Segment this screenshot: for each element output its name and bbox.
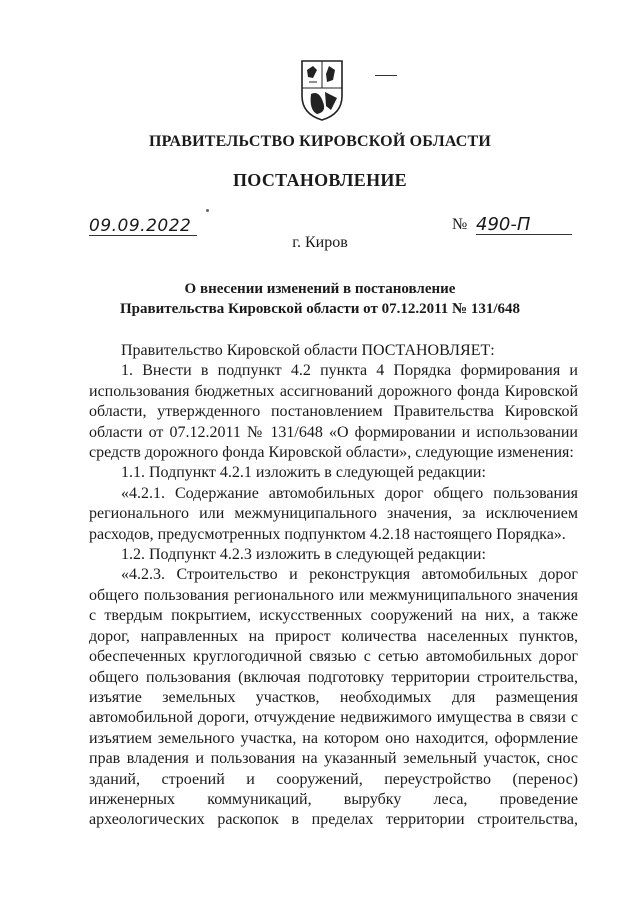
paragraph-preamble: Правительство Кировской области ПОСТАНОВЛЯЕТ: — [121, 342, 495, 359]
document-number: 490-П — [476, 215, 572, 235]
paragraph-item-1-2: 1.2. Подпункт 4.2.3 изложить в следующей редакции: — [121, 546, 486, 564]
coat-of-arms-icon — [299, 58, 345, 122]
city: г. Киров — [292, 234, 348, 251]
paragraph-item-1-1: 1.1. Подпункт 4.2.1 изложить в следующей редакции: — [121, 464, 486, 482]
document-type: ПОСТАНОВЛЕНИЕ — [233, 170, 407, 190]
ink-dot — [206, 209, 209, 212]
document-body — [89, 341, 578, 831]
document-date: 09.09.2022 — [89, 217, 197, 236]
header-dash — [375, 75, 397, 76]
government-name: ПРАВИТЕЛЬСТВО КИРОВСКОЙ ОБЛАСТИ — [148, 133, 492, 150]
paragraph-4-2-3: «4.2.3. Строительство и реконструкция автомобильных дорог общего пользования регионального или межмуниципального значения с твердым покрытием, искусственных сооружений на них, а также дорог, направленных на прирост количества населенных пунктов, обеспеченных круглогодичной связью с сетью автомобильных дорог общего пользования (включая подготовку территории строительства, изъятие земельных участков, необходимых для размещения автомобильной дороги, отчуждение недвижимого имущества в связи с изъятием земельного участка, на котором оно находится, оформление прав владения и пользования на указанный земельный участок, снос зданий, строений и сооружений, переустройство (перенос) инженерных коммуникаций, вырубку леса, проведение археологических раскопок в пределах территории строительства, — [89, 566, 578, 829]
paragraph-item-1: 1. Внести в подпункт 4.2 пункта 4 Порядка формирования и использования бюджетных ассигнований дорожного фонда Кировской области, утвержденного постановлением Правительства Кировской области от 07.12.2011 № 131/648 «О формировании и использовании средств дорожного фонда Кировской области», следующие изменения: — [89, 362, 578, 462]
paragraph-4-2-1: «4.2.1. Содержание автомобильных дорог общего пользования регионального или межмуниципального значения, за исключением расходов, предусмотренных подпунктом 4.2.18 настоящего Порядка». — [89, 484, 578, 543]
subject-line-1: О внесении изменений в постановление — [184, 281, 456, 297]
subject-line-2: Правительства Кировской области от 07.12.2011 № 131/648 — [119, 301, 521, 317]
document-subject — [100, 279, 540, 319]
number-label: № — [452, 216, 468, 233]
